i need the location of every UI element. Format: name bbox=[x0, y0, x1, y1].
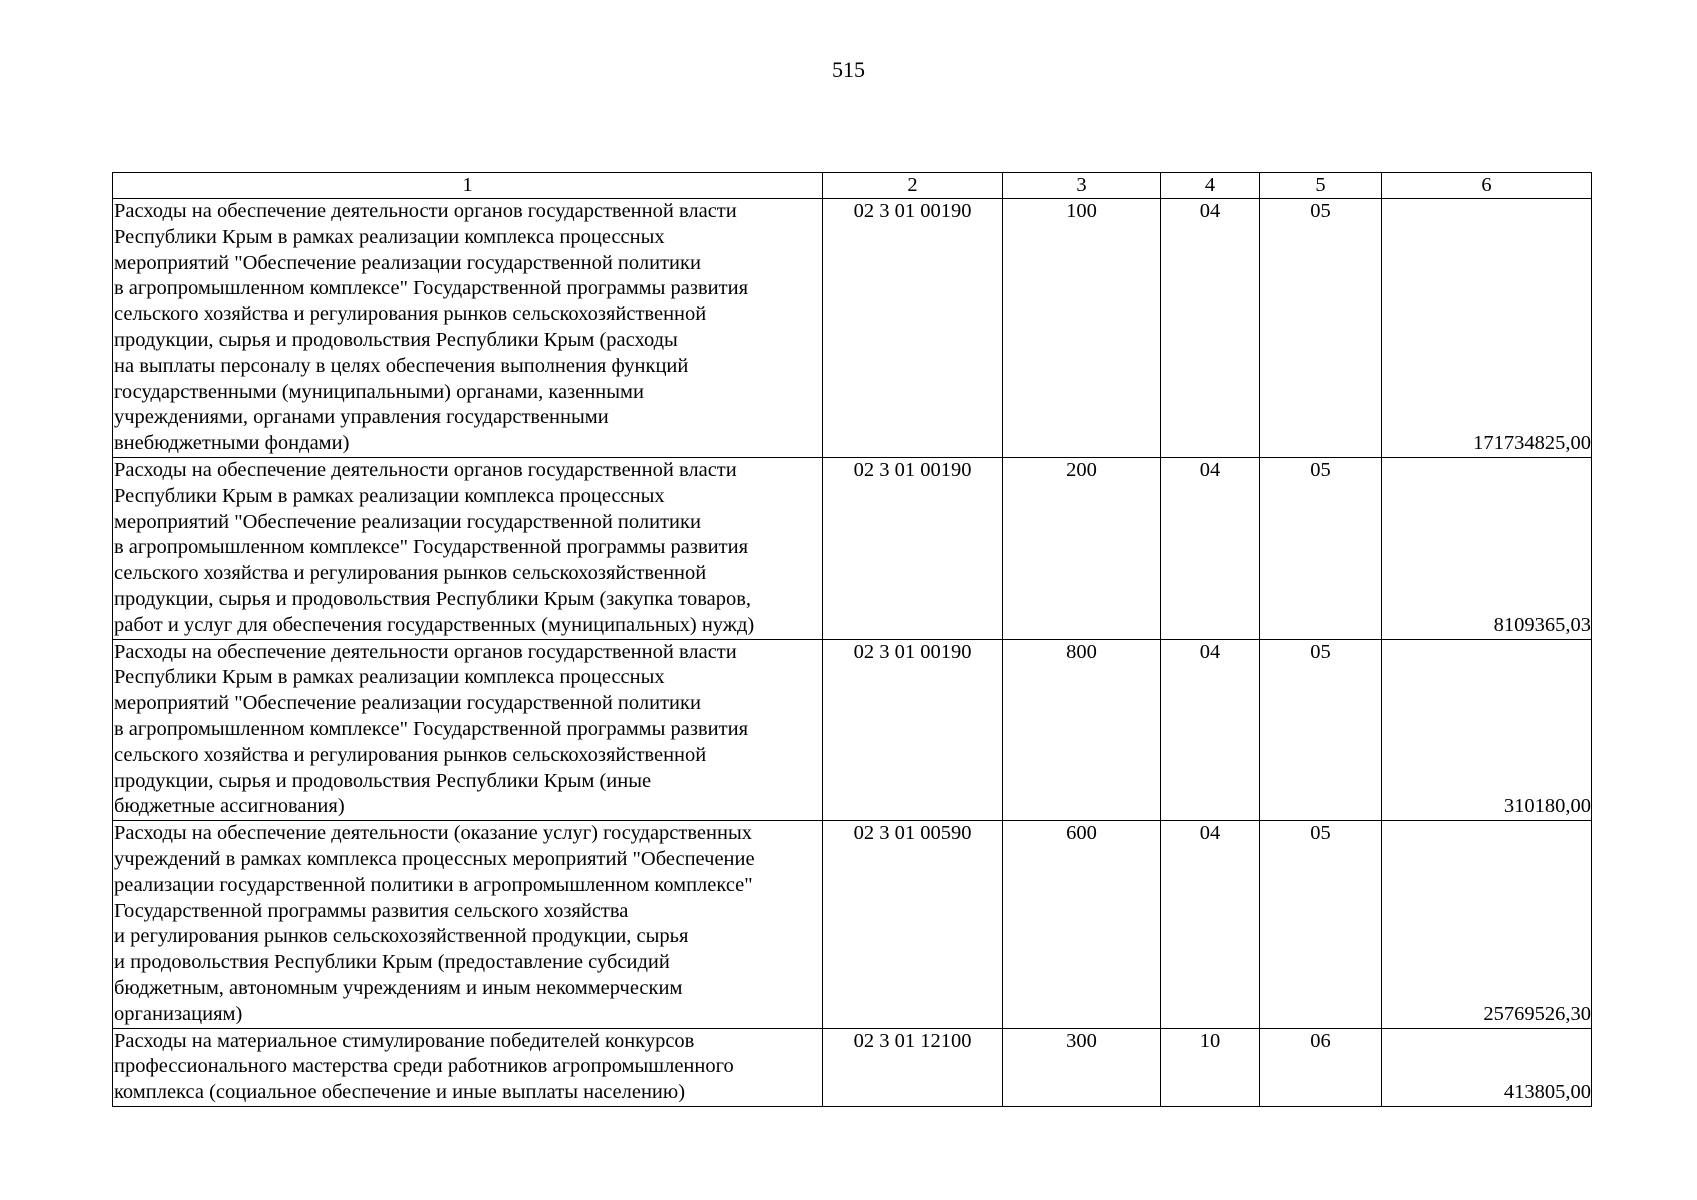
description-line: государственными (муниципальными) органами, казенными bbox=[114, 380, 644, 403]
row-target-code: 02 3 01 00190 bbox=[823, 199, 1003, 458]
header-cell-5: 5 bbox=[1260, 173, 1382, 199]
description-line: учреждениями, органами управления государственными bbox=[114, 406, 609, 429]
row-subsection: 05 bbox=[1260, 639, 1382, 821]
description-line: мероприятий "Обеспечение реализации государственной политики bbox=[114, 510, 701, 533]
table-header-row bbox=[113, 173, 1592, 199]
description-line: комплекса (социальное обеспечение и иные выплаты населению) bbox=[114, 1081, 686, 1104]
budget-table bbox=[112, 172, 1592, 1107]
description-line: реализации государственной политики в агропромышленном комплексе" bbox=[114, 873, 753, 896]
row-expense-type: 200 bbox=[1003, 457, 1161, 639]
row-target-code: 02 3 01 12100 bbox=[823, 1028, 1003, 1106]
description-line: внебюджетными фондами) bbox=[114, 432, 350, 455]
description-line: мероприятий "Обеспечение реализации государственной политики bbox=[114, 251, 701, 274]
description-line: в агропромышленном комплексе" Государственной программы развития bbox=[114, 536, 748, 559]
description-line: продукции, сырья и продовольствия Республики Крым (иные bbox=[114, 769, 652, 792]
description-line: Республики Крым в рамках реализации комплекса процессных bbox=[114, 225, 665, 248]
row-subsection: 05 bbox=[1260, 821, 1382, 1028]
row-section: 04 bbox=[1161, 199, 1260, 458]
description-line: Расходы на материальное стимулирование победителей конкурсов bbox=[114, 1029, 695, 1052]
description-line: Республики Крым в рамках реализации комплекса процессных bbox=[114, 666, 665, 689]
description-line: в агропромышленном комплексе" Государственной программы развития bbox=[114, 717, 748, 740]
description-line: организациям) bbox=[114, 1002, 243, 1025]
description-line: Республики Крым в рамках реализации комплекса процессных bbox=[114, 484, 665, 507]
description-line: бюджетные ассигнования) bbox=[114, 795, 345, 818]
table-row bbox=[113, 457, 1592, 639]
description-line: продукции, сырья и продовольствия Республики Крым (расходы bbox=[114, 328, 678, 351]
header-cell-2: 2 bbox=[823, 173, 1003, 199]
row-target-code: 02 3 01 00190 bbox=[823, 457, 1003, 639]
description-line: сельского хозяйства и регулирования рынков сельскохозяйственной bbox=[114, 303, 707, 326]
table-row bbox=[113, 639, 1592, 821]
description-line: продукции, сырья и продовольствия Республики Крым (закупка товаров, bbox=[114, 587, 752, 610]
row-description bbox=[113, 1028, 823, 1106]
row-sum: 310180,00 bbox=[1382, 639, 1592, 821]
header-cell-4: 4 bbox=[1161, 173, 1260, 199]
description-line: бюджетным, автономным учреждениям и иным некоммерческим bbox=[114, 976, 683, 999]
row-description bbox=[113, 821, 823, 1028]
row-description bbox=[113, 639, 823, 821]
row-section: 10 bbox=[1161, 1028, 1260, 1106]
row-sum: 413805,00 bbox=[1382, 1028, 1592, 1106]
page-number: 515 bbox=[832, 57, 865, 82]
row-target-code: 02 3 01 00590 bbox=[823, 821, 1003, 1028]
row-description bbox=[113, 457, 823, 639]
row-section: 04 bbox=[1161, 639, 1260, 821]
description-line: сельского хозяйства и регулирования рынков сельскохозяйственной bbox=[114, 562, 707, 585]
description-line: сельского хозяйства и регулирования рынков сельскохозяйственной bbox=[114, 743, 707, 766]
row-expense-type: 800 bbox=[1003, 639, 1161, 821]
description-line: Расходы на обеспечение деятельности органов государственной власти bbox=[114, 458, 737, 481]
header-cell-6: 6 bbox=[1382, 173, 1592, 199]
row-subsection: 06 bbox=[1260, 1028, 1382, 1106]
row-section: 04 bbox=[1161, 457, 1260, 639]
description-line: Расходы на обеспечение деятельности органов государственной власти bbox=[114, 200, 737, 222]
description-line: и продовольствия Республики Крым (предоставление субсидий bbox=[114, 951, 670, 974]
row-target-code: 02 3 01 00190 bbox=[823, 639, 1003, 821]
description-line: профессионального мастерства среди работников агропромышленного bbox=[114, 1055, 734, 1078]
header-cell-3: 3 bbox=[1003, 173, 1161, 199]
description-line: мероприятий "Обеспечение реализации государственной политики bbox=[114, 692, 701, 715]
row-sum: 8109365,03 bbox=[1382, 457, 1592, 639]
row-subsection: 05 bbox=[1260, 457, 1382, 639]
row-sum: 25769526,30 bbox=[1382, 821, 1592, 1028]
header-cell-1: 1 bbox=[113, 173, 823, 199]
description-line: учреждений в рамках комплекса процессных мероприятий "Обеспечение bbox=[114, 847, 755, 870]
description-line: на выплаты персоналу в целях обеспечения выполнения функций bbox=[114, 354, 689, 377]
row-subsection: 05 bbox=[1260, 199, 1382, 458]
table-row bbox=[113, 1028, 1592, 1106]
row-description bbox=[113, 199, 823, 458]
row-sum: 171734825,00 bbox=[1382, 199, 1592, 458]
description-line: в агропромышленном комплексе" Государственной программы развития bbox=[114, 277, 748, 300]
description-line: работ и услуг для обеспечения государственных (муниципальных) нужд) bbox=[114, 613, 755, 636]
table-body bbox=[113, 173, 1592, 1107]
description-line: и регулирования рынков сельскохозяйственной продукции, сырья bbox=[114, 925, 689, 948]
table-row bbox=[113, 821, 1592, 1028]
row-section: 04 bbox=[1161, 821, 1260, 1028]
description-line: Расходы на обеспечение деятельности органов государственной власти bbox=[114, 640, 737, 663]
description-line: Расходы на обеспечение деятельности (оказание услуг) государственных bbox=[114, 822, 752, 845]
row-expense-type: 300 bbox=[1003, 1028, 1161, 1106]
row-expense-type: 100 bbox=[1003, 199, 1161, 458]
table-row bbox=[113, 199, 1592, 458]
row-expense-type: 600 bbox=[1003, 821, 1161, 1028]
description-line: Государственной программы развития сельского хозяйства bbox=[114, 899, 629, 922]
